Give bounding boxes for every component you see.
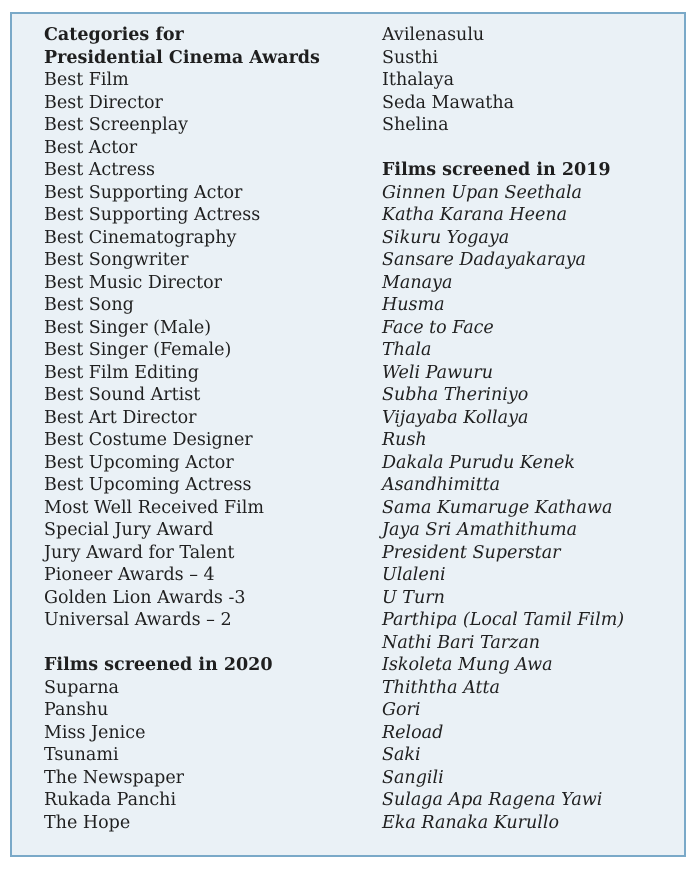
left-column — [44, 24, 364, 834]
category-item: Best Songwriter — [44, 250, 189, 270]
category-item: Best Supporting Actress — [44, 205, 261, 225]
category-item: Best Supporting Actor — [44, 182, 243, 203]
category-item: Best Sound Artist — [44, 385, 201, 405]
category-item: Best Costume Designer — [44, 430, 253, 450]
film-2020-item: Shelina — [382, 115, 449, 135]
film-2019-item: Parthipa (Local Tamil Film) — [382, 610, 625, 630]
category-item: Best Song — [44, 295, 134, 315]
film-2019-item: Nathi Bari Tarzan — [382, 632, 541, 653]
film-2019-item: Reload — [382, 722, 444, 743]
film-2019-item: Sulaga Apa Ragena Yawi — [382, 790, 603, 810]
film-2020-item: Suparna — [44, 677, 119, 698]
category-item: Best Singer (Female) — [44, 340, 232, 360]
film-2020-item: Miss Jenice — [44, 722, 146, 743]
category-item: Best Music Director — [44, 272, 223, 293]
film-2019-item: President Superstar — [382, 542, 561, 563]
film-2019-item: Asandhimitta — [382, 475, 501, 495]
film-2019-item: U Turn — [382, 587, 445, 608]
categories-heading-line1: Categories for — [44, 25, 184, 45]
film-2019-item: Sansare Dadayakaraya — [382, 250, 586, 270]
films-2020-heading: Films screened in 2020 — [44, 655, 273, 675]
category-item: Best Screenplay — [44, 115, 189, 135]
category-item: Pioneer Awards – 4 — [44, 565, 215, 585]
film-2020-item: Tsunami — [44, 745, 119, 765]
category-item: Best Film — [44, 70, 129, 90]
film-2019-item: Manaya — [382, 272, 453, 293]
film-2019-item: Weli Pawuru — [382, 362, 493, 383]
film-2019-item: Thiththa Atta — [382, 677, 500, 698]
film-2019-item: Face to Face — [382, 317, 494, 338]
category-item: Best Actor — [44, 137, 138, 158]
categories-heading-line2: Presidential Cinema Awards — [44, 47, 320, 68]
films-2020-list — [44, 677, 364, 835]
film-2019-item: Ginnen Upan Seethala — [382, 182, 582, 203]
film-2019-item: Ulaleni — [382, 565, 446, 585]
films-2019-list — [382, 182, 682, 835]
film-2019-item: Sangili — [382, 767, 444, 788]
film-2019-item: Jaya Sri Amathithuma — [382, 520, 578, 540]
film-2020-item: Rukada Panchi — [44, 790, 177, 810]
category-item: Best Upcoming Actress — [44, 475, 252, 495]
category-item: Best Upcoming Actor — [44, 452, 234, 473]
info-box — [10, 12, 686, 857]
categories-list — [44, 69, 364, 632]
film-2019-item: Iskoleta Mung Awa — [382, 655, 553, 675]
film-2019-item: Saki — [382, 745, 421, 765]
category-item: Best Cinematography — [44, 227, 237, 248]
film-2020-item: Susthi — [382, 47, 439, 68]
film-2020-item: Ithalaya — [382, 70, 454, 90]
film-2019-item: Husma — [382, 295, 445, 315]
film-2019-item: Subha Theriniyo — [382, 385, 529, 405]
film-2019-item: Rush — [382, 430, 427, 450]
section-gap — [382, 137, 682, 160]
category-item: Jury Award for Talent — [44, 542, 235, 563]
film-2019-item: Eka Ranaka Kurullo — [382, 812, 560, 833]
category-item: Best Director — [44, 92, 163, 113]
film-2019-item: Vijayaba Kollaya — [382, 407, 529, 428]
film-2019-item: Thala — [382, 340, 432, 360]
film-2020-item: The Hope — [44, 812, 131, 833]
category-item: Best Singer (Male) — [44, 317, 212, 338]
film-2020-item: The Newspaper — [44, 767, 185, 788]
category-item: Best Film Editing — [44, 362, 199, 383]
film-2020-item: Panshu — [44, 700, 109, 720]
film-2020-item: Avilenasulu — [382, 25, 485, 45]
category-item: Most Well Received Film — [44, 497, 264, 518]
films-2019-heading: Films screened in 2019 — [382, 160, 611, 180]
category-item: Special Jury Award — [44, 520, 214, 540]
category-item: Best Actress — [44, 160, 155, 180]
film-2019-item: Gori — [382, 700, 421, 720]
section-gap — [44, 632, 364, 655]
films-2020-list-continued — [382, 24, 682, 137]
film-2019-item: Sama Kumaruge Kathawa — [382, 497, 613, 518]
film-2019-item: Katha Karana Heena — [382, 205, 568, 225]
film-2020-item: Seda Mawatha — [382, 92, 515, 113]
category-item: Best Art Director — [44, 407, 197, 428]
right-column — [382, 24, 682, 834]
category-item: Universal Awards – 2 — [44, 610, 232, 630]
category-item: Golden Lion Awards -3 — [44, 587, 246, 608]
film-2019-item: Dakala Purudu Kenek — [382, 452, 576, 473]
film-2019-item: Sikuru Yogaya — [382, 227, 510, 248]
